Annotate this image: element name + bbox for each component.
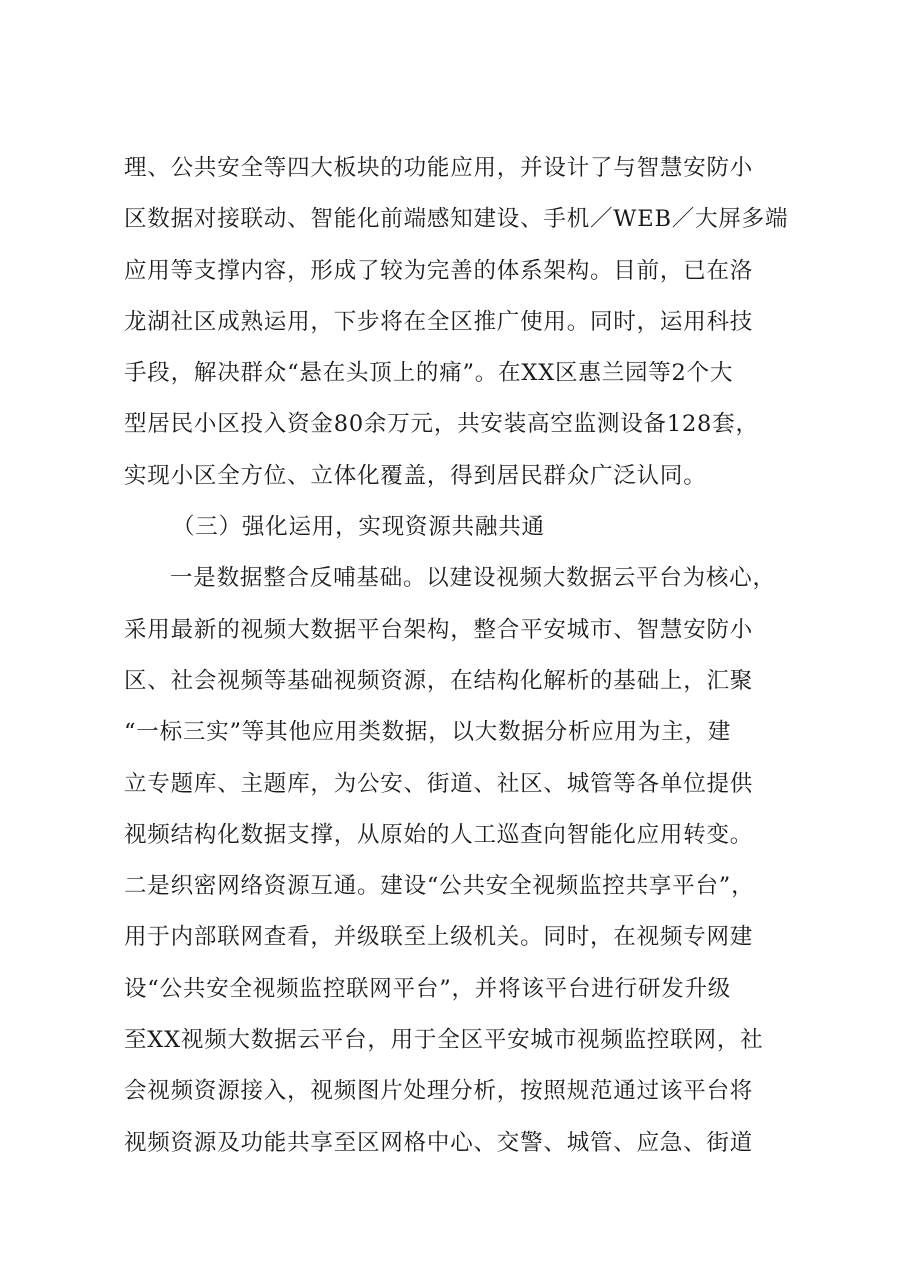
text-line: 应用等支撑内容，形成了较为完善的体系架构。目前，已在洛 xyxy=(124,257,754,284)
text-line: 采用最新的视频大数据平台架构，整合平安城市、智慧安防小 xyxy=(124,616,754,643)
text-line: 手段，解决群众“悬在头顶上的痛”。在XX区惠兰园等2个大 xyxy=(124,360,734,387)
text-line: 龙湖社区成熟运用，下步将在全区推广使用。同时，运用科技 xyxy=(124,308,754,335)
text-line: 理、公共安全等四大板块的功能应用，并设计了与智慧安防小 xyxy=(124,155,754,181)
text-line: 实现小区全方位、立体化覆盖，得到居民群众广泛认同。 xyxy=(124,462,707,489)
text-line: 设“公共安全视频监控联网平台”，并将该平台进行研发升级 xyxy=(124,975,732,1002)
text-line: 型居民小区投入资金80余万元，共安装高空监测设备128套， xyxy=(124,411,759,438)
text-line: 二是织密网络资源互通。建设“公共安全视频监控共享平台”， xyxy=(124,873,755,900)
text-line: 区数据对接联动、智能化前端感知建设、手机／WEB／大屏多端 xyxy=(124,206,789,233)
text-line: 区、社会视频等基础视频资源，在结构化解析的基础上，汇聚 xyxy=(124,667,754,694)
paragraph-start-line: 一是数据整合反哺基础。以建设视频大数据云平台为核心， xyxy=(170,565,776,592)
text-line: 用于内部联网查看，并级联至上级机关。同时，在视频专网建 xyxy=(124,924,754,951)
text-line: 会视频资源接入，视频图片处理分析，按照规范通过该平台将 xyxy=(124,1078,754,1105)
text-line: 视频结构化数据支撑，从原始的人工巡查向智能化应用转变。 xyxy=(124,821,754,848)
text-line: “一标三实”等其他应用类数据，以大数据分析应用为主，建 xyxy=(124,719,732,746)
body-text xyxy=(124,143,804,1169)
text-line: 立专题库、主题库，为公安、街道、社区、城管等各单位提供 xyxy=(124,770,754,797)
text-line: 视频资源及功能共享至区网格中心、交警、城管、应急、街道 xyxy=(124,1129,754,1156)
text-line: 至XX视频大数据云平台，用于全区平安城市视频监控联网，社 xyxy=(124,1027,764,1054)
section-heading: （三）强化运用，实现资源共融共通 xyxy=(172,514,545,541)
